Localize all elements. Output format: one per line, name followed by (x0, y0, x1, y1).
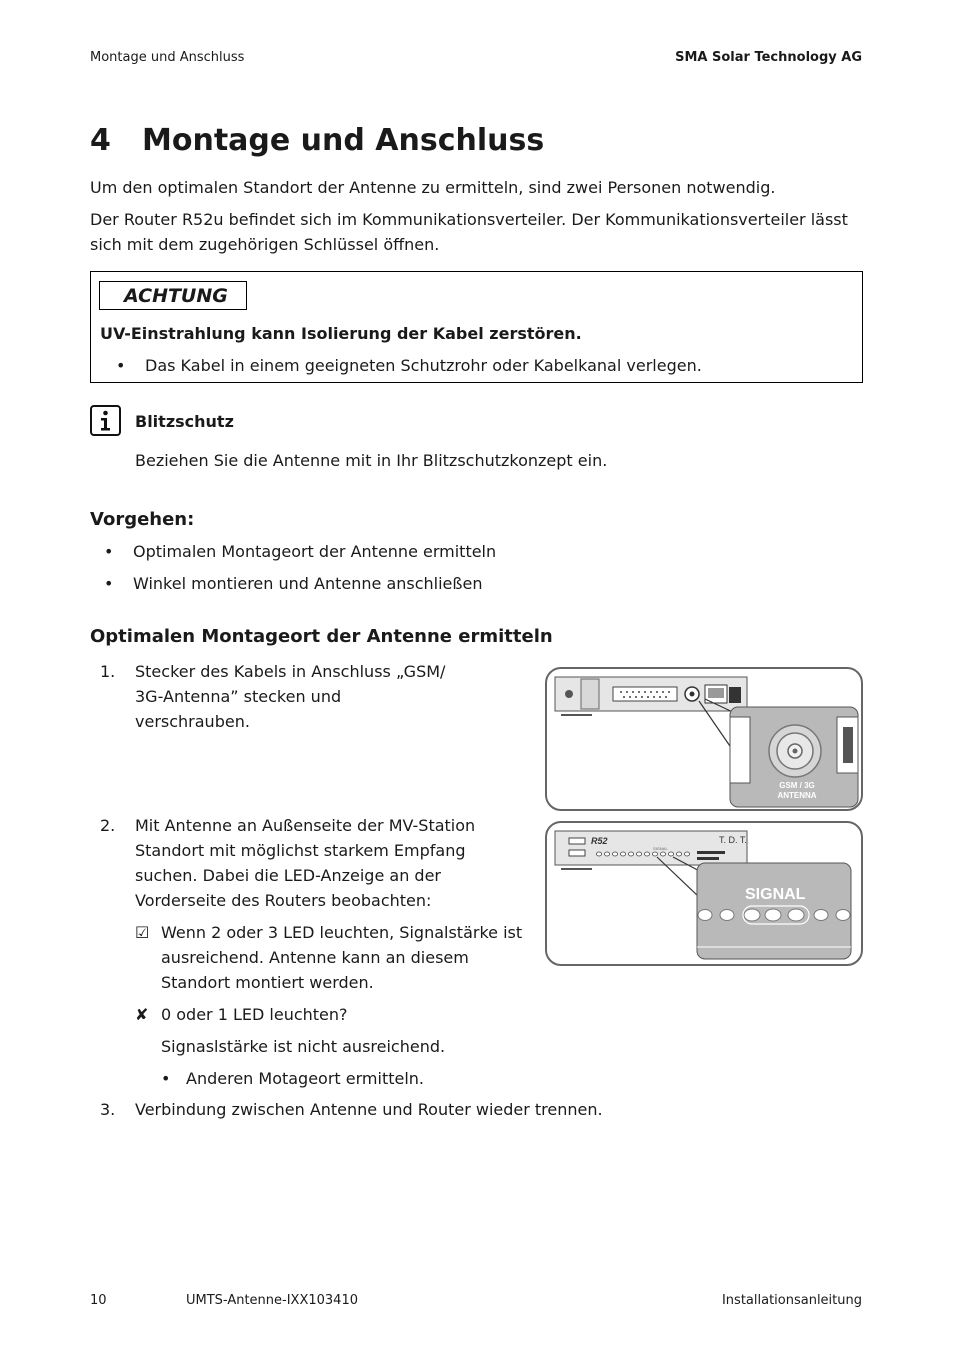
result-fail-subitem-text: Anderen Motageort ermitteln. (186, 1069, 425, 1088)
page-number: 10 (90, 1293, 107, 1308)
signal-label: SIGNAL (745, 886, 806, 903)
figure-signal-leds (545, 821, 863, 966)
bullet: • (161, 1069, 171, 1088)
router-signal-label-small: SIGNAL (653, 846, 668, 851)
router-model-label: R52 (591, 836, 608, 846)
document-type: Installationsanleitung (721, 1293, 862, 1308)
antenna-port-label-2: ANTENNA (777, 791, 817, 800)
procedure-item (104, 542, 496, 561)
step-number: 2. (100, 816, 116, 835)
chapter-number: 4 (90, 123, 111, 158)
router-brand-label: T. D. T. (719, 835, 747, 845)
bullet: • (104, 542, 114, 561)
checkbox-checked-icon: ☑ (135, 923, 150, 942)
cross-icon: ✘ (135, 1005, 149, 1024)
router-front-illustration (547, 823, 861, 964)
procedure-item (104, 574, 482, 593)
section-heading: Optimalen Montageort der Antenne ermitteln (90, 626, 553, 647)
running-header-right: SMA Solar Technology AG (675, 50, 862, 65)
procedure-heading: Vorgehen: (90, 509, 195, 530)
chapter-title (90, 123, 544, 158)
intro-paragraph-1: Um den optimalen Standort der Antenne zu ermitteln, sind zwei Personen notwendig. (90, 178, 776, 197)
info-text: Beziehen Sie die Antenne mit in Ihr Blitzschutzkonzept ein. (135, 451, 608, 470)
running-header-left: Montage und Anschluss (90, 50, 245, 65)
router-rear-illustration (547, 669, 861, 809)
step-number: 3. (100, 1100, 116, 1119)
bullet: • (116, 356, 126, 375)
info-i-icon (90, 405, 121, 436)
figure-antenna-connector (545, 667, 863, 811)
warning-item-text: Das Kabel in einem geeigneten Schutzrohr oder Kabelkanal verlegen. (145, 356, 702, 375)
chapter-title-text: Montage und Anschluss (142, 123, 545, 158)
step-text: Mit Antenne an Außenseite der MV-Station Standort mit möglichst starkem Empfang suchen. Dabei die LED-Anzeige an der Vorderseite des Routers beobachten: (135, 816, 476, 910)
document-id: UMTS-Antenne-IXX103410 (186, 1293, 358, 1308)
result-ok-text: Wenn 2 oder 3 LED leuchten, Signalstärke ist ausreichend. Antenne kann an diesem Standort montiert werden. (161, 923, 523, 992)
step-text: Verbindung zwischen Antenne und Router wieder trennen. (135, 1100, 603, 1119)
bullet: • (104, 574, 114, 593)
procedure-item-text: Winkel montieren und Antenne anschließen (133, 574, 483, 593)
warning-label: ACHTUNG (99, 281, 247, 310)
intro-paragraph-2: Der Router R52u befindet sich im Kommunikationsverteiler. Der Kommunikationsverteiler lässt sich mit dem zugehörigen Schlüssel öffnen. (90, 210, 848, 254)
result-fail-text: 0 oder 1 LED leuchten? (161, 1005, 348, 1024)
info-title: Blitzschutz (135, 412, 234, 431)
procedure-item-text: Optimalen Montageort der Antenne ermitteln (133, 542, 497, 561)
warning-box (90, 271, 863, 383)
result-fail-subitem (161, 1066, 424, 1091)
result-fail-note: Signaslstärke ist nicht ausreichend. (161, 1037, 446, 1056)
step-number: 1. (100, 662, 116, 681)
antenna-port-label-1: GSM / 3G (779, 781, 815, 790)
step-text: Stecker des Kabels in Anschluss „GSM/ 3G-Antenna” stecken und verschrauben. (135, 662, 446, 731)
warning-item (116, 356, 702, 375)
warning-title: UV-Einstrahlung kann Isolierung der Kabel zerstören. (100, 324, 582, 343)
